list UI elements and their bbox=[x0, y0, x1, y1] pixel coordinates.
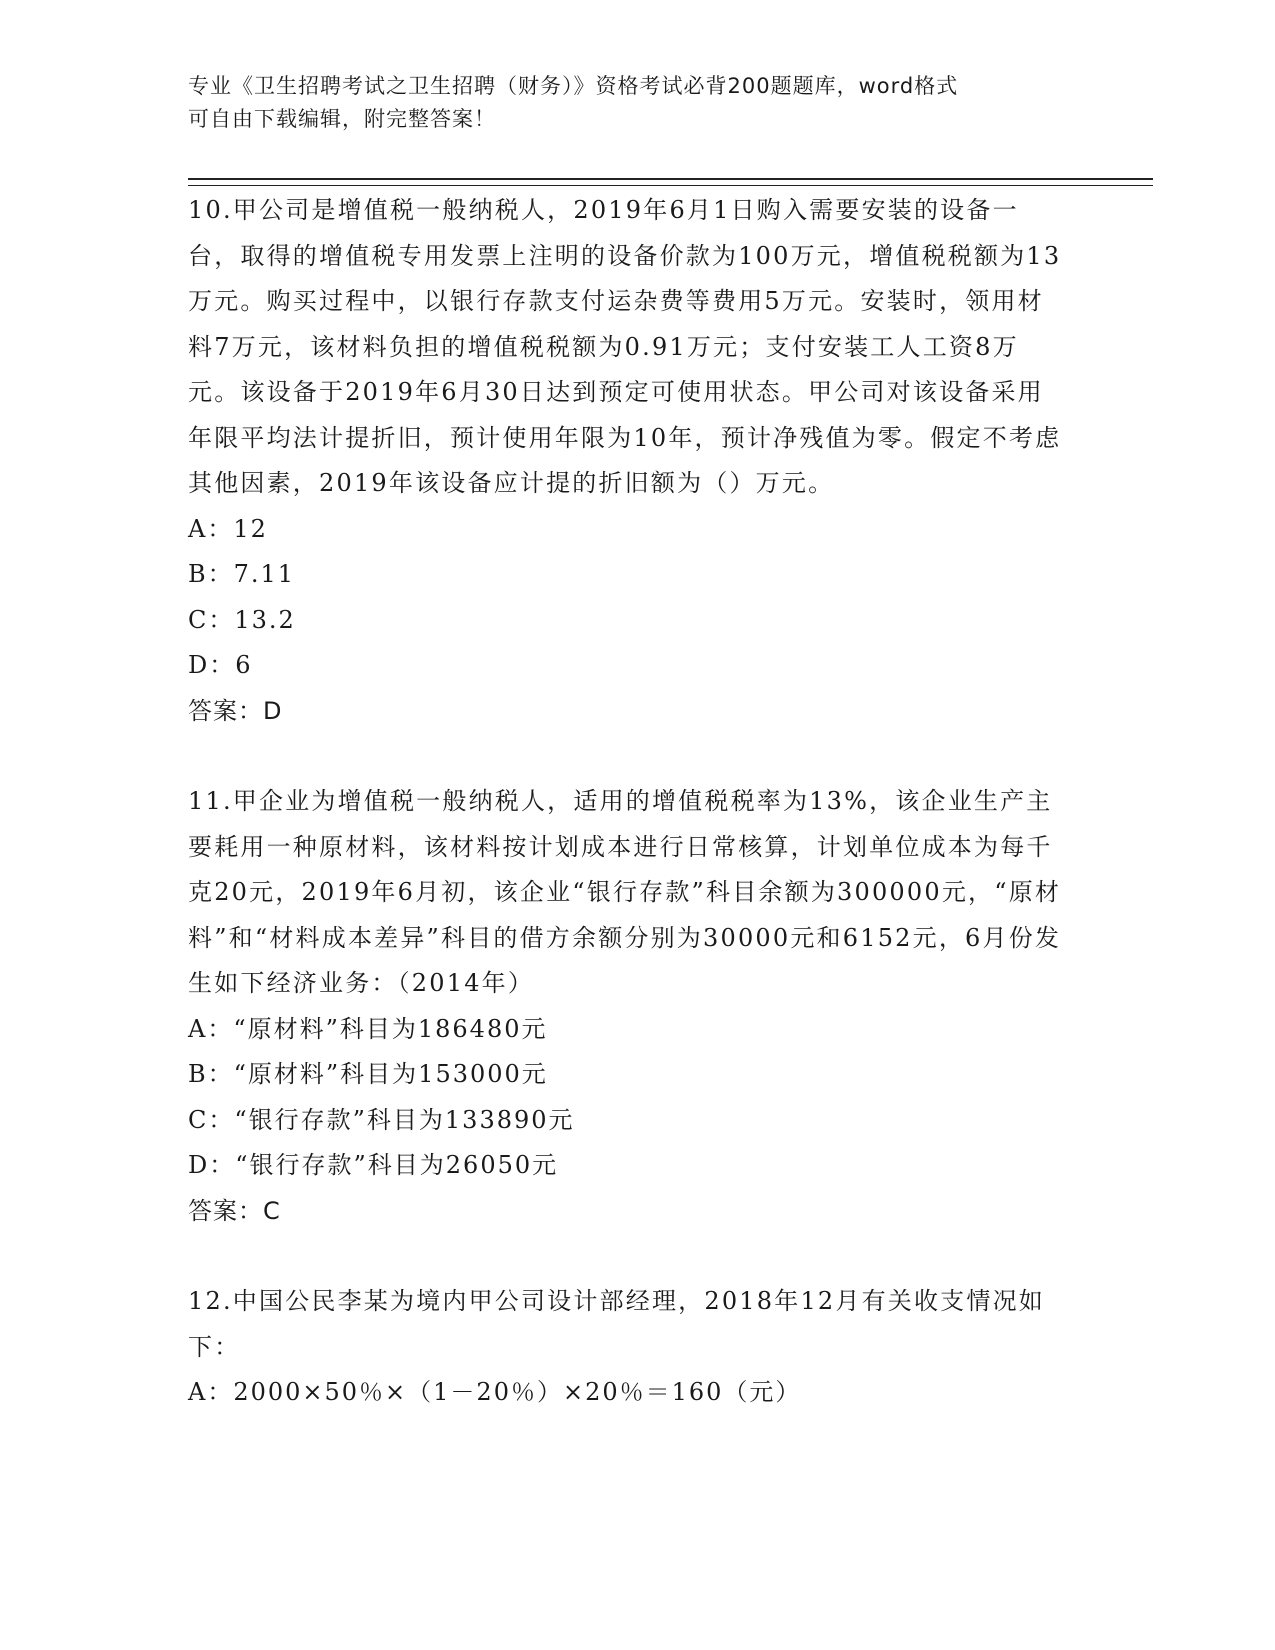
document-header bbox=[188, 70, 1068, 136]
answer: 答案：C bbox=[188, 1196, 281, 1225]
question-text: 12.中国公民李某为境内甲公司设计部经理，2018年12月有关收支情况如下： bbox=[188, 1287, 1045, 1361]
option-a: A：2000×50％×（1－20％）×20％＝160（元） bbox=[188, 1378, 802, 1406]
option-a: A：“原材料”科目为186480元 bbox=[188, 1014, 548, 1043]
answer: 答案：D bbox=[188, 696, 283, 725]
option-d: D：“银行存款”科目为26050元 bbox=[188, 1151, 559, 1179]
option-b: B：“原材料”科目为153000元 bbox=[188, 1060, 548, 1088]
header-divider bbox=[188, 178, 1153, 186]
option-c: C：“银行存款”科目为133890元 bbox=[188, 1105, 575, 1134]
header-line-2: 可自由下载编辑，附完整答案！ bbox=[188, 107, 496, 131]
header-line-1: 专业《卫生招聘考试之卫生招聘（财务）》资格考试必背200题题库，word格式 bbox=[188, 74, 959, 98]
question-text: 10.甲公司是增值税一般纳税人，2019年6月1日购入需要安装的设备一台，取得的增值税专用发票上注明的设备价款为100万元，增值税税额为13万元。购买过程中，以银行存款支付运杂费等费用5万元。安装时，领用材料7万元，该材料负担的增值税税额为0.91万元；支付安装工人工资8万元。该设备于2019年6月30日达到预定可使用状态。甲公司对该设备采用年限平均法计提折旧，预计使用年限为10年，预计净残值为零。假定不考虑其他因素，2019年该设备应计提的折旧额为（）万元。 bbox=[188, 196, 1062, 497]
question-11 bbox=[188, 779, 1188, 1234]
option-a: A：12 bbox=[188, 514, 268, 543]
option-b: B：7.11 bbox=[188, 560, 296, 588]
option-d: D：6 bbox=[188, 651, 253, 679]
question-12 bbox=[188, 1279, 1188, 1416]
question-list bbox=[188, 188, 1188, 1461]
question-text: 11.甲企业为增值税一般纳税人，适用的增值税税率为13%，该企业生产主要耗用一种原材料，该材料按计划成本进行日常核算，计划单位成本为每千克20元，2019年6月初，该企业“银行存款”科目余额为300000元，“原材料”和“材料成本差异”科目的借方余额分别为30000元和6152元，6月份发生如下经济业务：（2014年） bbox=[188, 787, 1062, 997]
question-10 bbox=[188, 188, 1188, 734]
document-page bbox=[188, 70, 1188, 1406]
option-c: C：13.2 bbox=[188, 605, 296, 634]
